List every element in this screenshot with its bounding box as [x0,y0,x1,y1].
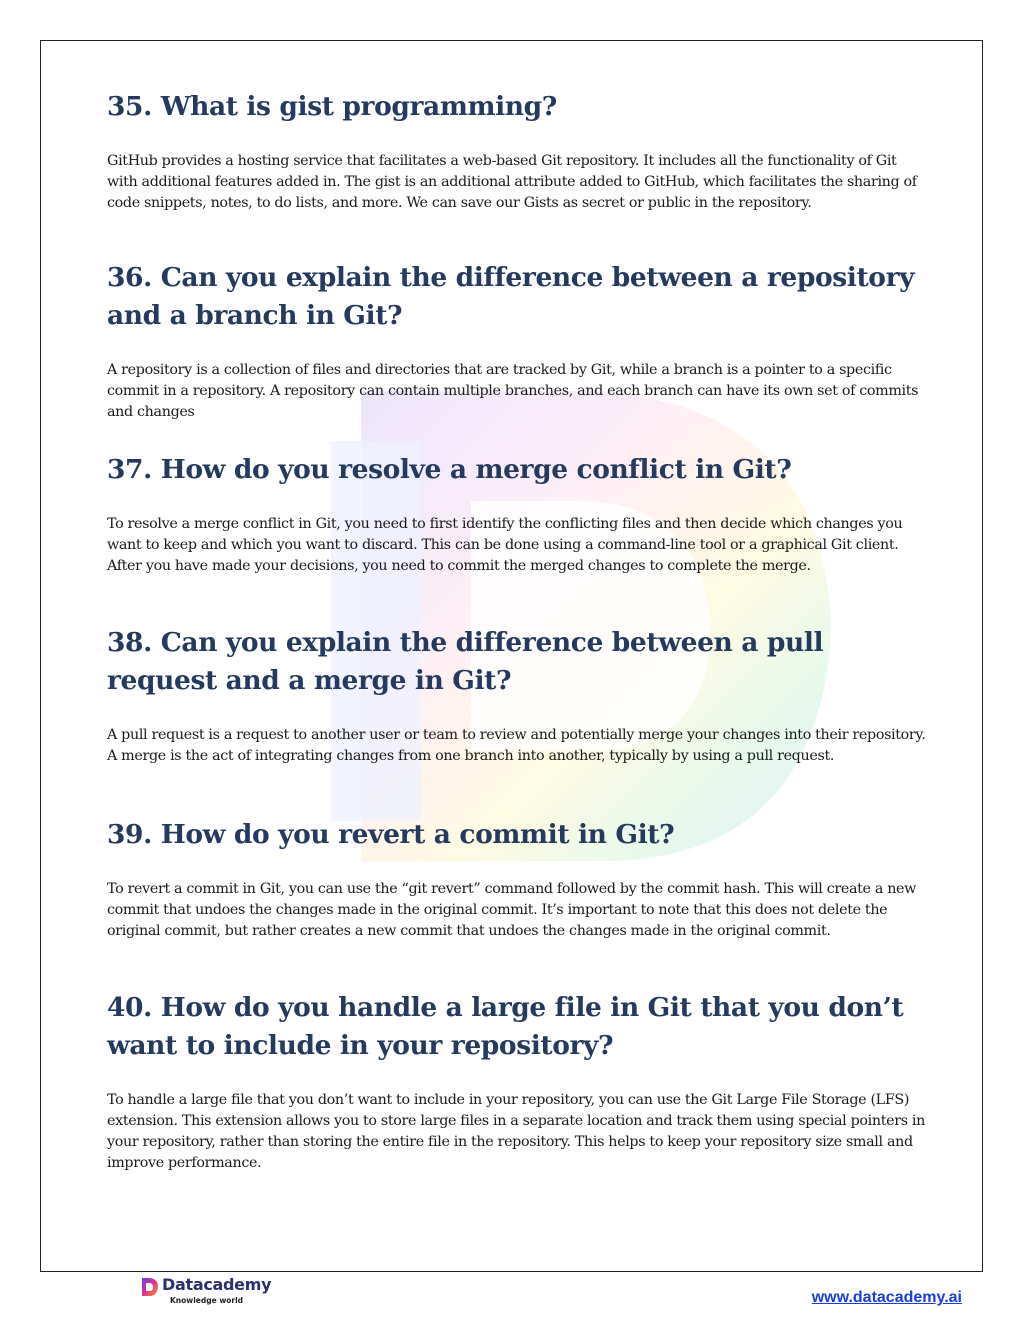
faq-answer: A repository is a collection of files and directories that are tracked by Git, while a branch is a pointer to a specific commit in a repository. A repository can contain multiple branches, and each branch can have its own set of commits and changes [107,362,919,420]
faq-item-35 [107,88,929,214]
faq-item-38 [107,624,929,767]
logo-name: Datacademy [162,1275,272,1294]
faq-question: 37. How do you resolve a merge conflict in Git? [107,454,792,485]
faq-item-37 [107,451,929,577]
faq-answer: GitHub provides a hosting service that facilitates a web-based Git repository. It includes all the functionality of Git with additional features added in. The gist is an additional attribute added to GitHub, which facilitates the sharing of code snippets, notes, to do lists, and more. We can save our Gists as secret or public in the repository. [107,153,917,211]
faq-answer: A pull request is a request to another user or team to review and potentially merge your changes into their repository. A merge is the act of integrating changes from one branch into another, typically by using a pull request. [107,727,926,764]
logo-tagline: Knowledge world [170,1296,244,1305]
faq-question: 40. How do you handle a large file in Git that you don’t want to include in your repository? [107,992,904,1061]
faq-item-36 [107,259,929,423]
page-frame [40,40,983,1272]
faq-answer: To handle a large file that you don’t want to include in your repository, you can use the Git Large File Storage (LFS) extension. This extension allows you to store large files in a separate location and track them using special pointers in your repository, rather than storing the entire file in the repository. This helps to keep your repository size small and improve performance. [107,1092,925,1171]
faq-question: 35. What is gist programming? [107,91,557,122]
faq-question: 39. How do you revert a commit in Git? [107,819,675,850]
footer-logo [140,1276,270,1306]
faq-item-39 [107,816,929,942]
website-link[interactable]: www.datacademy.ai [811,1289,962,1306]
faq-question: 38. Can you explain the difference between a pull request and a merge in Git? [107,627,824,696]
faq-question: 36. Can you explain the difference between a repository and a branch in Git? [107,262,915,331]
faq-answer: To revert a commit in Git, you can use the “git revert” command followed by the commit hash. This will create a new commit that undoes the changes made in the original commit. It’s important to note that this does not delete the original commit, but rather creates a new commit that undoes the changes made in the original commit. [107,881,917,939]
faq-item-40 [107,989,929,1174]
faq-answer: To resolve a merge conflict in Git, you need to first identify the conflicting files and then decide which changes you want to keep and which you want to discard. This can be done using a command-line tool or a graphical Git client. After you have made your decisions, you need to commit the merged changes to complete the merge. [107,516,903,574]
datacademy-logo-icon [140,1276,160,1298]
